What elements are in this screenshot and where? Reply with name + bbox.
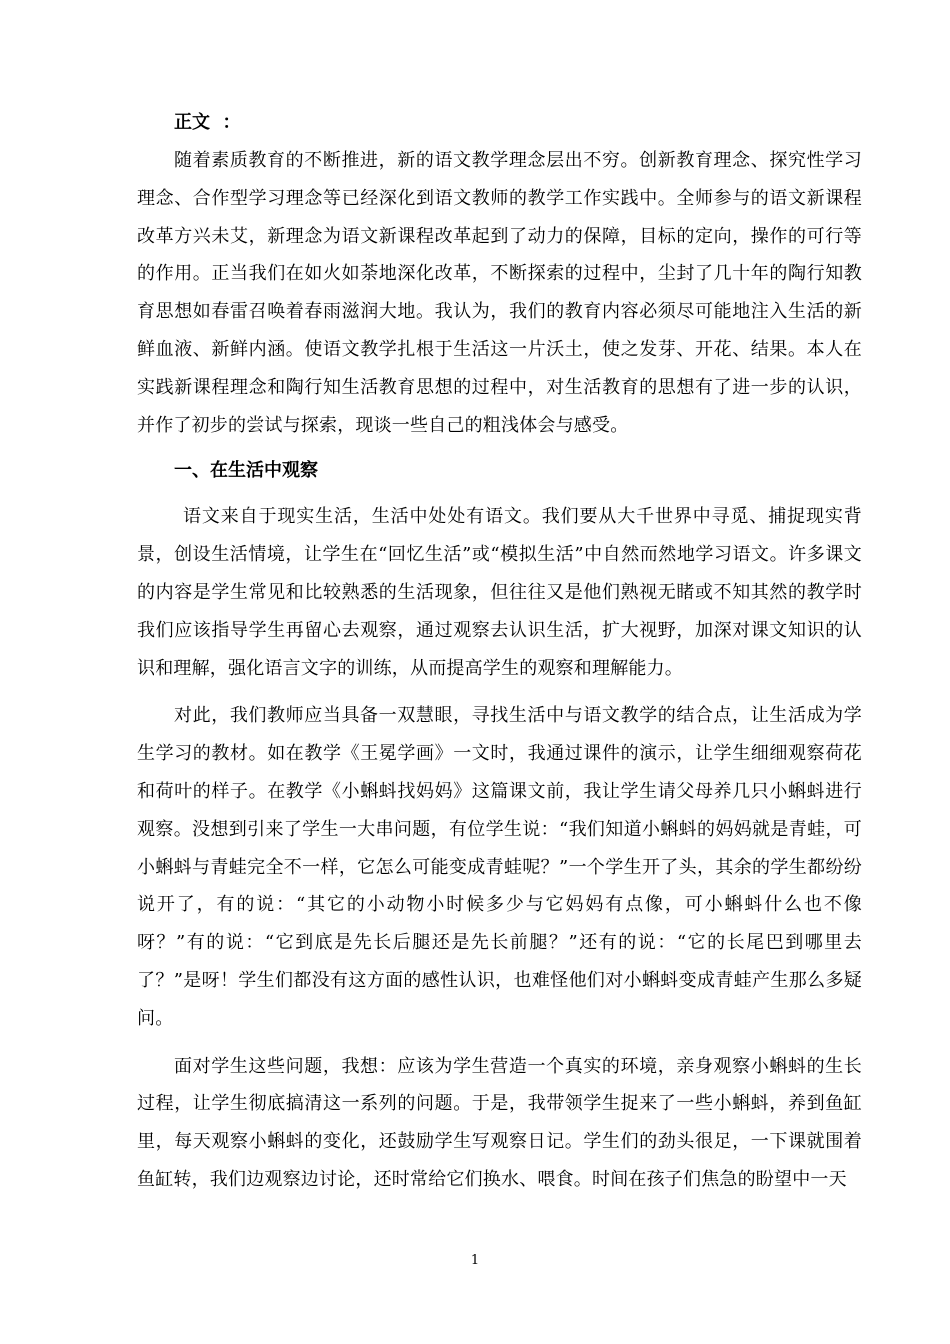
document-body	[137, 104, 862, 1199]
body-paragraph: 面对学生这些问题，我想：应该为学生营造一个真实的环境，亲身观察小蝌蚪的生长过程，让学生彻底搞清这一系列的问题。于是，我带领学生捉来了一些小蝌蚪，养到鱼缸里，每天观察小蝌蚪的变化，还鼓励学生写观察日记。学生们的劲头很足，一下课就围着鱼缸转，我们边观察边讨论，还时常给它们换水、喂食。时间在孩子们焦急的盼望中一天	[137, 1055, 862, 1190]
main-heading: 正文 ：	[174, 112, 241, 133]
intro-paragraph: 随着素质教育的不断推进，新的语文教学理念层出不穷。创新教育理念、探究性学习理念、合作型学习理念等已经深化到语文教师的教学工作实践中。全师参与的语文新课程改革方兴未艾，新理念为语文新课程改革起到了动力的保障，目标的定向，操作的可行等的作用。正当我们在如火如荼地深化改革，不断探索的过程中，尘封了几十年的陶行知教育思想如春雷召唤着春雨滋润大地。我认为，我们的教育内容必须尽可能地注入生活的新鲜血液、新鲜内涵。使语文教学扎根于生活这一片沃土，使之发芽、开花、结果。本人在实践新课程理念和陶行知生活教育思想的过程中，对生活教育的思想有了进一步的认识，并作了初步的尝试与探索，现谈一些自己的粗浅体会与感受。	[137, 150, 862, 436]
page-number: 1	[470, 1253, 480, 1268]
body-paragraph: 对此，我们教师应当具备一双慧眼，寻找生活中与语文教学的结合点，让生活成为学生学习的教材。如在教学《王冕学画》一文时，我通过课件的演示，让学生细细观察荷花和荷叶的样子。在教学《小蝌蚪找妈妈》这篇课文前，我让学生请父母养几只小蝌蚪进行观察。没想到引来了学生一大串问题，有位学生说：“我们知道小蝌蚪的妈妈就是青蛙，可小蝌蚪与青蛙完全不一样，它怎么可能变成青蛙呢？”一个学生开了头，其余的学生都纷纷说开了，有的说：“其它的小动物小时候多少与它妈妈有点像，可小蝌蚪什么也不像呀？”有的说：“它到底是先长后腿还是先长前腿？”还有的说：“它的长尾巴到哪里去了？”是呀！学生们都没有这方面的感性认识，也难怪他们对小蝌蚪变成青蛙产生那么多疑问。	[137, 705, 862, 1029]
section-heading: 一、在生活中观察	[174, 460, 318, 482]
spacer	[137, 1038, 862, 1048]
spacer	[137, 444, 862, 452]
spacer	[137, 687, 862, 697]
spacer	[137, 490, 862, 498]
body-paragraph: 语文来自于现实生活，生活中处处有语文。我们要从大千世界中寻觅、捕捉现实背景，创设生活情境，让学生在“回忆生活”或“模拟生活”中自然而然地学习语文。许多课文的内容是学生常见和比较熟悉的生活现象，但往往又是他们熟视无睹或不知其然的教学时我们应该指导学生再留心去观察，通过观察去认识生活，扩大视野，加深对课文知识的认识和理解，强化语言文字的训练，从而提高学生的观察和理解能力。	[137, 506, 862, 679]
